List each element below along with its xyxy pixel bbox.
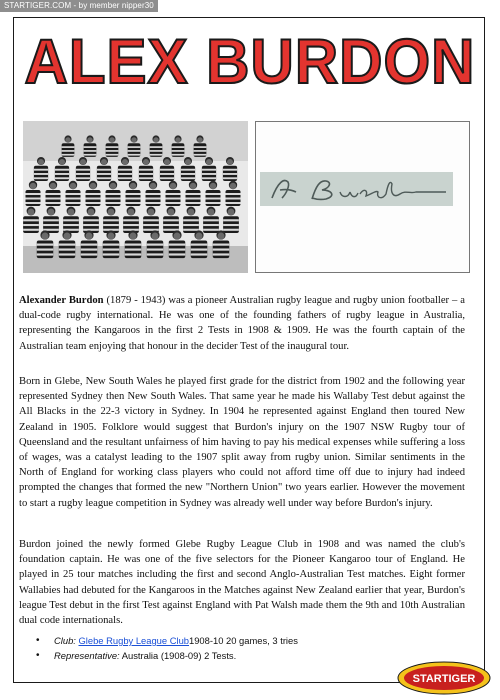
biography-paragraph-3: Burdon joined the newly formed Glebe Rugby League Club in 1908 and was named the club's foundation captain. He was one of the five selectors for the Pioneer Kangaroo tour of England. He played in 25 tour matches including the first and second Anglo-Australian Test matches. Eight former Wallabies had debuted for the Kangaroos in the Matches against New Zealand earlier that year, Burdon's league Test debut in the first Test against England with Pat Walsh made them the 9th and 10th Australian dual code internationals. xyxy=(19,539,465,627)
svg-text:STARTIGER: STARTIGER xyxy=(412,673,476,685)
team-photo xyxy=(23,121,248,273)
fact-value: Australia (1908-09) 2 Tests. xyxy=(119,650,237,661)
page-title: ALEX BURDON xyxy=(24,26,476,97)
fact-label: Representative: xyxy=(54,650,120,661)
fact-label: Club: xyxy=(54,635,76,646)
signature-image xyxy=(260,172,453,206)
biography-paragraph-2: Born in Glebe, New South Wales he played first grade for the district from 1902 and the following year represented Sydney then New South Wales. That same year he made his Wallaby Test debut against the All Blacks in the 22-3 victory in Sydney. In 1904 he represented against England then toured New Zealand in 1905. Folklore would suggest that Burdon's injury on the 1907 NSW Rugby tour of Queensland and the resultant unfairness of him having to pay his medical expenses while suffering a loss of wages, was a catalyst leading to the 1907 split away from rugby union. Similar sentiments in the North of England for working class players who could not afford time off due to injury had indeed prompted the changes that formed the new "Northern Union" two years earlier. However the movement to start a rugby league competition in Sydney was already well under way before Burdon's injury. xyxy=(19,376,465,509)
watermark-banner: STARTIGER.COM - by member nipper30 xyxy=(0,0,158,12)
startiger-logo xyxy=(392,656,492,698)
biography-paragraph-1 xyxy=(19,293,465,354)
fact-club xyxy=(36,633,456,648)
document-frame xyxy=(13,17,485,683)
glebe-club-link[interactable]: Glebe Rugby League Club xyxy=(78,635,189,646)
fact-value: 1908-10 20 games, 3 tries xyxy=(189,635,298,646)
signature-strip xyxy=(260,172,453,206)
subject-name: Alexander Burdon xyxy=(19,295,104,306)
paragraph-1-text: (1879 - 1943) was a pioneer Australian rugby league and rugby union footballer – a dual-code rugby international. He was one of the founding fathers of rugby league in Australia, representing the Kangaroos in the first 2 Tests in 1908 & 1909. He was the fourth captain of the Australian team enjoying that honour in the decider Test of the inaugural tour. xyxy=(19,295,465,352)
signature-card xyxy=(255,121,470,273)
